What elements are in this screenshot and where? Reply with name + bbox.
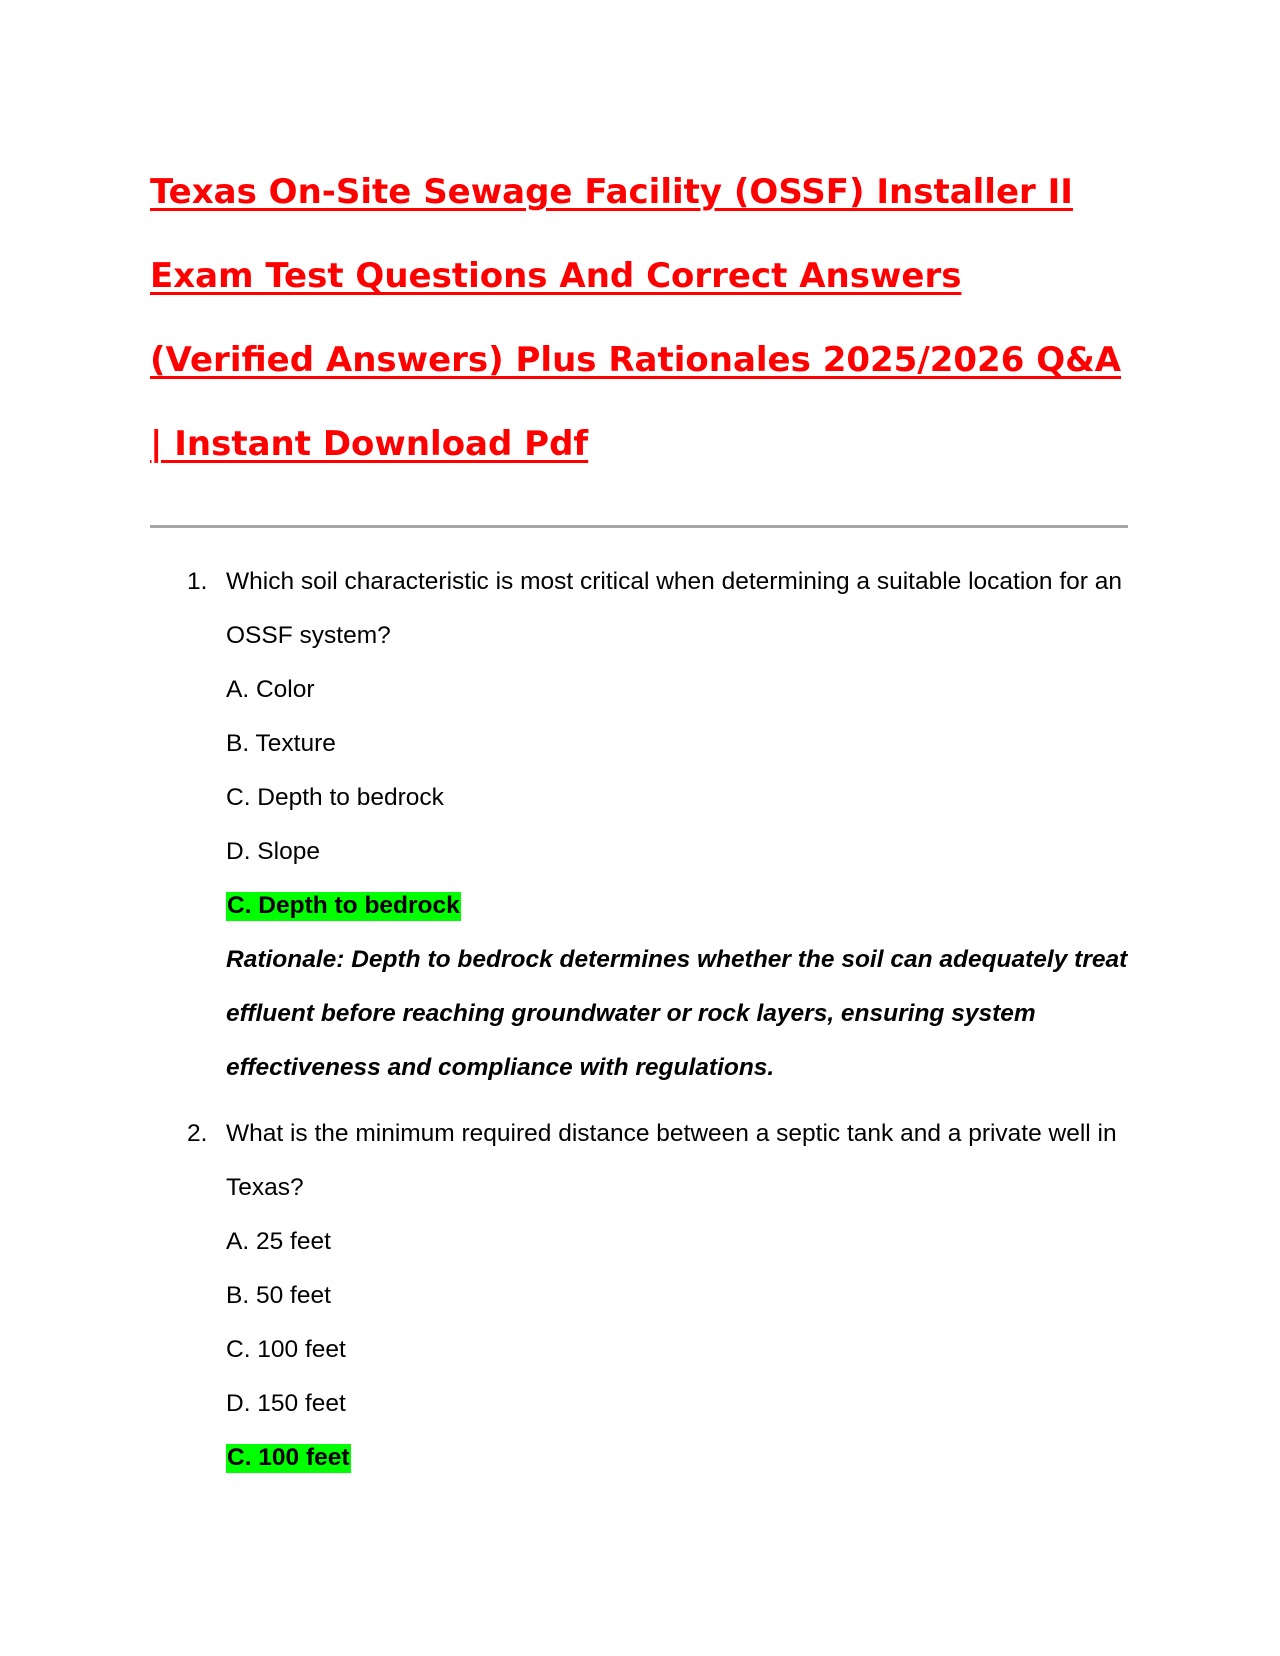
title-line: (Verified Answers) Plus Rationales 2025/2026 Q&A bbox=[150, 340, 1122, 380]
question-item bbox=[150, 1107, 1130, 1485]
answer-option: C. 100 feet bbox=[226, 1336, 346, 1363]
question-number: 1. bbox=[187, 568, 208, 595]
horizontal-divider bbox=[150, 525, 1128, 528]
answer-option: A. Color bbox=[226, 676, 315, 703]
answer-option: A. 25 feet bbox=[226, 1228, 331, 1255]
correct-answer bbox=[226, 879, 1130, 933]
answer-option: D. Slope bbox=[226, 838, 320, 865]
correct-answer bbox=[226, 1431, 1130, 1485]
document-title bbox=[150, 150, 1150, 486]
answer-option: C. Depth to bedrock bbox=[226, 784, 444, 811]
answer-option: B. Texture bbox=[226, 730, 336, 757]
title-line: | Instant Download Pdf bbox=[150, 424, 589, 464]
question-number: 2. bbox=[187, 1120, 208, 1147]
question-text: What is the minimum required distance between a septic tank and a private well in Texas? bbox=[226, 1120, 1117, 1201]
correct-answer-highlight: C. 100 feet bbox=[227, 1444, 350, 1471]
title-line: Texas On-Site Sewage Facility (OSSF) Installer II bbox=[150, 172, 1073, 212]
answer-option: D. 150 feet bbox=[226, 1390, 346, 1417]
rationale-text: Rationale: Depth to bedrock determines whether the soil can adequately treat effluent before reaching groundwater or rock layers, ensuring system effectiveness and compliance with regulations. bbox=[226, 946, 1128, 1081]
correct-answer-highlight: C. Depth to bedrock bbox=[227, 892, 460, 919]
answer-option: B. 50 feet bbox=[226, 1282, 331, 1309]
question-text: Which soil characteristic is most critical when determining a suitable location for an OSSF system? bbox=[226, 568, 1122, 649]
question-item bbox=[150, 555, 1130, 1095]
title-line: Exam Test Questions And Correct Answers bbox=[150, 256, 962, 296]
question-list bbox=[150, 555, 1130, 1497]
